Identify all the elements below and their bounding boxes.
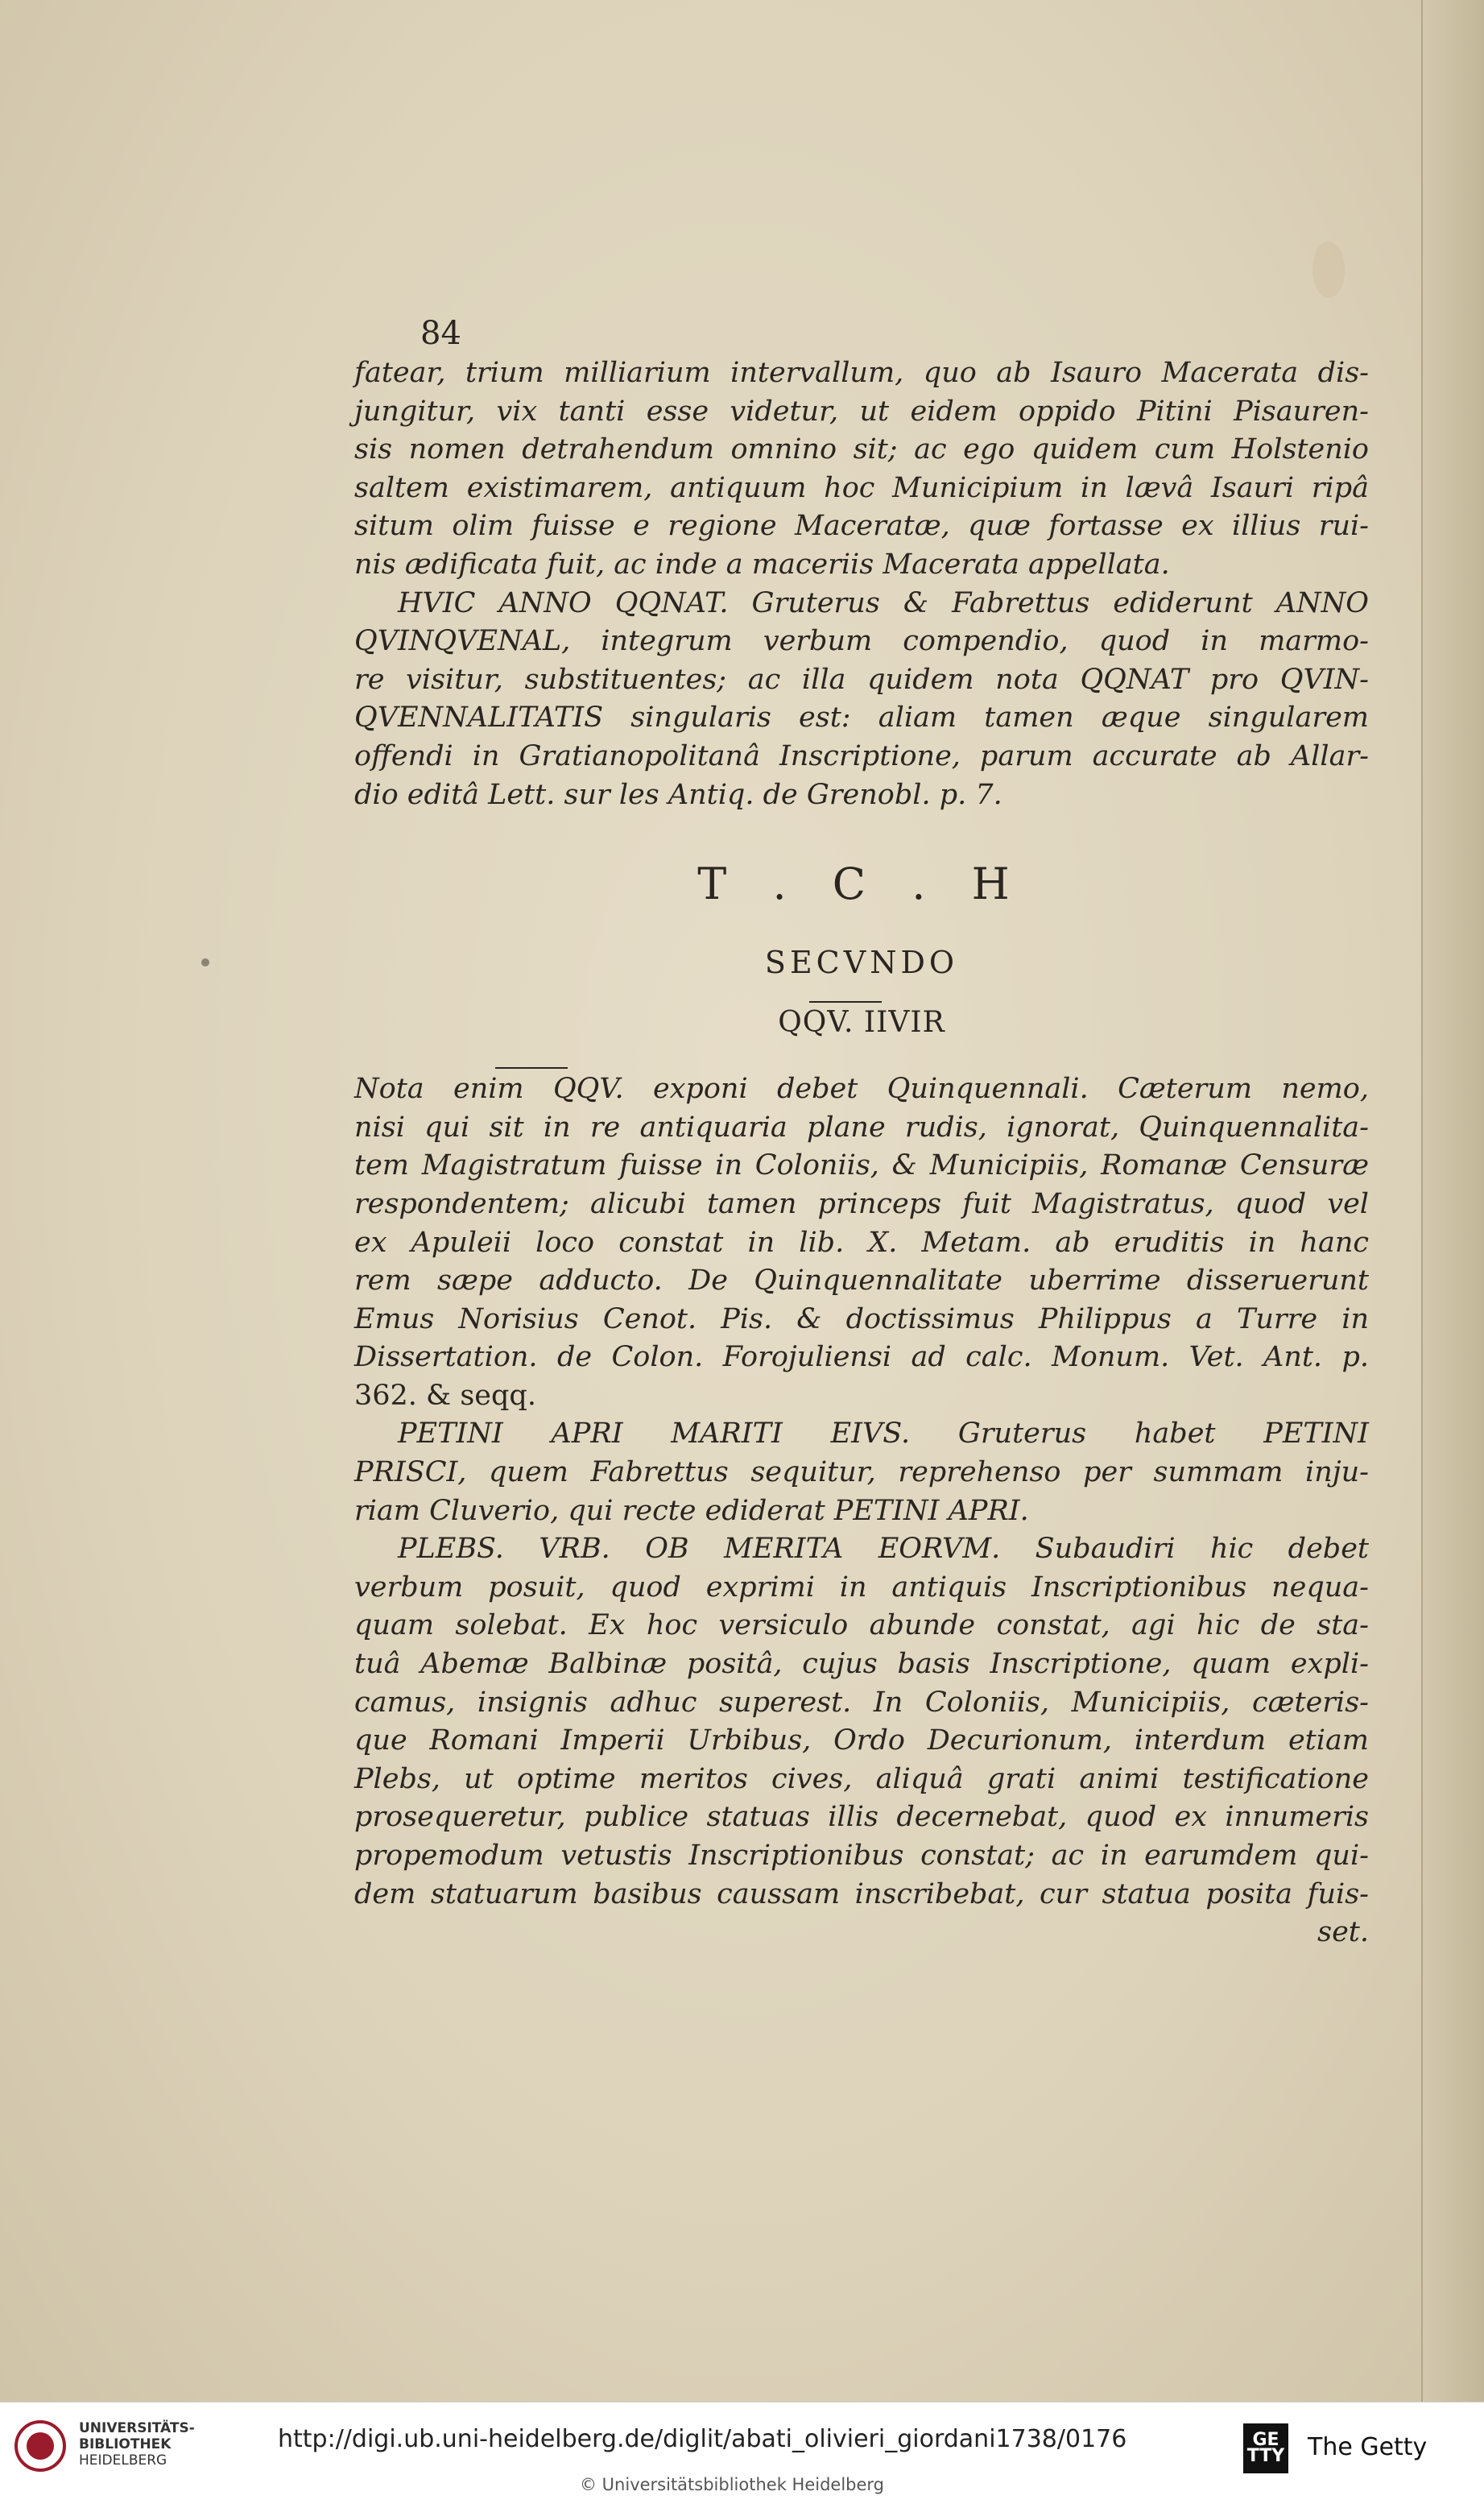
institution-name[interactable] [79,2420,232,2469]
institution-line: HEIDELBERG [79,2452,167,2469]
heidelberg-seal-icon[interactable] [14,2420,66,2472]
paper-stain [1312,242,1345,298]
text-line: fatear, trium milliarium intervallum, quo ab Isauro Macerata dis- [354,357,1369,389]
text-line: Nota enim QQV. exponi debet Quinquennali. Cæterum nemo, [354,1073,1369,1106]
getty-logo-text: GE [1252,2430,1279,2450]
text-line: propemodum vetustis Inscriptionibus constat; ac in earumdem qui- [354,1840,1369,1872]
getty-name[interactable]: The Getty [1308,2433,1428,2461]
text-line: set. [1317,1916,1369,1949]
paragraph-2 [354,585,1369,815]
getty-logo-icon[interactable] [1243,2423,1288,2473]
paragraph-5 [354,1530,1369,1952]
page-text [354,314,1369,1952]
text-line: Emus Norisius Cenot. Pis. & doctissimus Philippus a Turre in [354,1302,1369,1335]
text-line: QVINQVENAL, integrum verbum compendio, quod in marmo- [354,625,1369,658]
permalink-url[interactable]: http://digi.ub.uni-heidelberg.de/diglit/abati_olivieri_giordani1738/0176 [278,2425,1127,2453]
text-line: nis ædificata fuit, ac inde a maceriis Macerata appellata. [354,548,1170,581]
paragraph-4 [354,1415,1369,1530]
text-line: Plebs, ut optime meritos cives, aliquâ grati animi testificatione [354,1762,1369,1795]
text-line: nisi qui sit in re antiquaria plane rudis, ignorat, Quinquennalita- [354,1111,1369,1144]
inscription-heading-secundo: SECVNDO [764,945,959,981]
text-line: verbum posuit, quod exprimi in antiquis Inscriptionibus nequa- [354,1571,1369,1604]
text-line: tuâ Abemæ Balbinæ positâ, cujus basis Inscriptione, quam expli- [354,1648,1369,1681]
text-line: respondentem; alicubi tamen princeps fuit Magistratus, quod vel [354,1187,1369,1220]
text-line: sis nomen detrahendum omnino sit; ac ego quidem cum Holstenio [354,433,1369,466]
text-line: PETINI APRI MARITI EIVS. Gruterus habet PETINI [398,1417,1369,1451]
text-line: ex Apuleii loco constat in lib. X. Metam. ab eruditis in hanc [354,1226,1369,1259]
text-line: prosequeretur, publice statuas illis decernebat, quod ex innumeris [354,1801,1369,1834]
page-number: 84 [420,315,461,352]
copyright-notice: © Universitätsbibliothek Heidelberg [580,2475,885,2494]
text-line: tem Magistratum fuisse in Coloniis, & Municipiis, Romanæ Censuræ [354,1149,1369,1182]
viewer-footer [0,2402,1484,2508]
text-line: jungitur, vix tanti esse videtur, ut eidem oppido Pitini Pisauren- [354,395,1369,428]
text-line: dio editâ Lett. sur les Antiq. de Grenobl. p. 7. [354,778,1002,811]
text-line: situm olim fuisse e regione Maceratæ, quæ fortasse ex illius rui- [354,510,1369,543]
seal-center [27,2432,54,2460]
text-line: riam Cluverio, qui recte ediderat PETINI APRI. [354,1494,1029,1527]
paragraph-1 [354,354,1369,585]
text-line: dem statuarum basibus caussam inscribebat, cur statua posita fuis- [354,1877,1369,1910]
inscription-heading-qqv-text: QQV. IIVIR [778,1006,945,1040]
abbreviation-overline [809,1001,882,1003]
text-line: re visitur, substituentes; ac illa quidem nota QQNAT pro QVIN- [354,663,1369,696]
text-line: PLEBS. VRB. OB MERITA EORVM. Subaudiri hic debet [398,1533,1369,1566]
getty-logo-text: TTY [1246,2446,1285,2466]
institution-line: BIBLIOTHEK [79,2436,172,2452]
text-line: saltem existimarem, antiquum hoc Municipium in lævâ Isauri ripâ [354,471,1369,504]
text-line: offendi in Gratianopolitanâ Inscriptione, parum accurate ab Allar- [354,739,1369,772]
text-line: QVENNALITATIS singularis est: aliam tamen æque singularem [354,701,1369,735]
text-line: que Romani Imperii Urbibus, Ordo Decurionum, interdum etiam [354,1724,1369,1757]
text-line: camus, insignis adhuc superest. In Coloniis, Municipiis, cæteris- [354,1686,1369,1719]
text-line: Dissertation. de Colon. Forojuliensi ad calc. Monum. Vet. Ant. p. [354,1341,1369,1374]
inscription-heading-tch: T . C . H [697,859,1026,910]
text-line: quam solebat. Ex hoc versiculo abunde constat, agi hic de sta- [354,1609,1369,1642]
abbreviation-overline [495,1067,568,1069]
text-line: PRISCI, quem Fabrettus sequitur, reprehenso per summam inju- [354,1456,1369,1489]
inscription-heading-qqv [354,1004,1369,1041]
paragraph-3 [354,1070,1369,1415]
page-edge [1421,0,1484,2402]
institution-line: UNIVERSITÄTS- [79,2420,195,2436]
text-line: rem sæpe adducto. De Quinquennalitate uberrime disseruerunt [354,1264,1369,1297]
text-line: 362. & seqq. [354,1379,536,1412]
paper-stain [201,958,209,966]
text-line: HVIC ANNO QQNAT. Gruterus & Fabrettus ediderunt ANNO [398,586,1369,619]
